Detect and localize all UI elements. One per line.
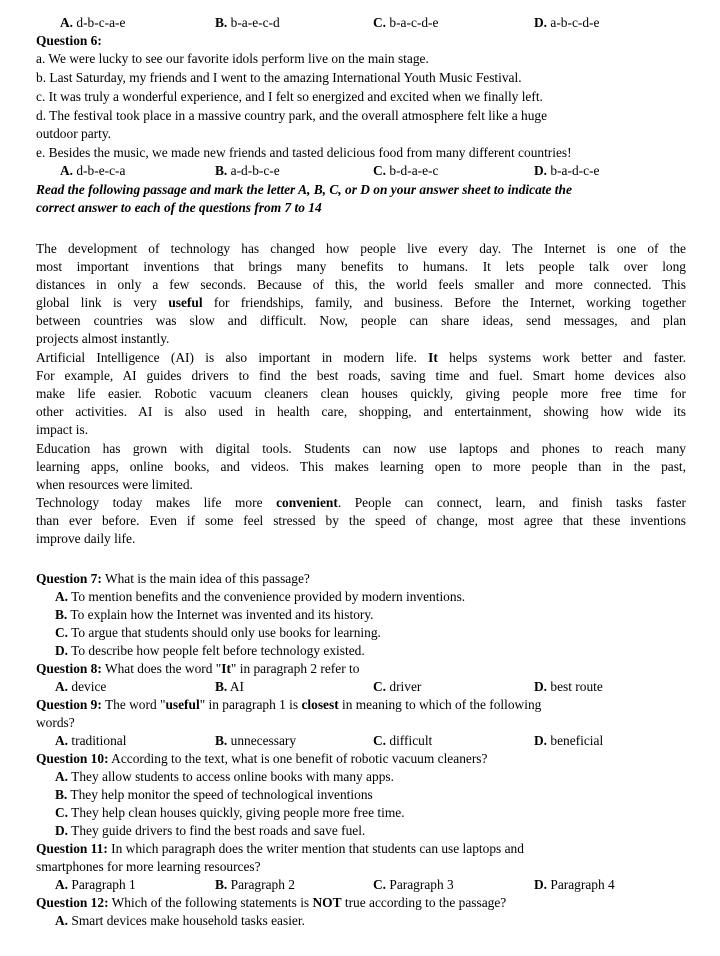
q7-stem: Question 7: What is the main idea of this passage? [36,571,310,586]
q10-option-c: C. They help clean houses quickly, giving people more free time. [55,805,405,820]
passage-p2-line: Artificial Intelligence (AI) is also important in modern life. It helps systems work better and faster. [36,350,686,365]
q5-option-c: C. b-a-c-d-e [373,15,439,30]
q7-option-a: A. To mention benefits and the convenience provided by modern inventions. [55,589,466,604]
instruction-line-2: correct answer to each of the questions from 7 to 14 [36,200,322,215]
q8-option-b: B. AI [215,679,245,694]
passage-p2-line: other activities. AI is also used in health care, shopping, and entertainment, showing how wide its [36,404,686,419]
q6-sentence-b: b. Last Saturday, my friends and I went to the amazing International Youth Music Festival. [36,70,522,85]
q8-stem: Question 8: What does the word "It" in paragraph 2 refer to [36,661,360,676]
q11-stem: Question 11: In which paragraph does the writer mention that students can use laptops and [36,841,524,856]
q11-option-a: A. Paragraph 1 [55,877,136,892]
q6-sentence-c: c. It was truly a wonderful experience, and I felt so energized and excited when we finally left. [36,89,543,104]
word-convenient: convenient [276,495,338,510]
passage-p4-line: improve daily life. [36,531,136,546]
q11-option-b: B. Paragraph 2 [215,877,295,892]
q6-label: Question 6: [36,33,102,48]
passage-p1-line: global link is very useful for friendships, family, and business. Before the Internet, working together [36,295,686,310]
q9-option-a: A. traditional [55,733,127,748]
q6-sentence-d: d. The festival took place in a massive country park, and the overall atmosphere felt like a huge [36,108,548,123]
passage-p4-line: Technology today makes life more convenient. People can connect, learn, and finish tasks faster [36,495,686,510]
q8-option-a: A. device [55,679,107,694]
q12-stem: Question 12: Which of the following statements is NOT true according to the passage? [36,895,507,910]
q6-sentence-a: a. We were lucky to see our favorite idols perform live on the main stage. [36,51,429,66]
q6-sentence-d-cont: outdoor party. [36,126,111,141]
q5-option-a: A. d-b-c-a-e [60,15,126,30]
q9-option-c: C. difficult [373,733,433,748]
q7-option-b: B. To explain how the Internet was invented and its history. [55,607,374,622]
q9-stem: Question 9: The word "useful" in paragraph 1 is closest in meaning to which of the following [36,697,542,712]
q7-option-c: C. To argue that students should only use books for learning. [55,625,381,640]
q9-stem-cont: words? [36,715,75,730]
passage-p3-line: when resources were limited. [36,477,193,492]
q11-option-c: C. Paragraph 3 [373,877,454,892]
q8-option-c: C. driver [373,679,422,694]
instruction-line-1: Read the following passage and mark the letter A, B, C, or D on your answer sheet to indicate the [36,182,572,197]
passage-p2-line: For example, AI guides drivers to find the best roads, saving time and fuel. Smart home devices also [36,368,686,383]
q9-option-b: B. unnecessary [215,733,297,748]
passage-p2-line: make life easier. Robotic vacuum cleaners clean houses quickly, giving people more free time for [36,386,686,401]
passage-p1-line: between countries was slow and difficult. Now, people can share ideas, send messages, and plan [36,313,686,328]
passage-p4-line: than ever before. Even if some feel stressed by the speed of change, most agree that these inventions [36,513,686,528]
q10-option-a: A. They allow students to access online books with many apps. [55,769,394,784]
q9-options [0,733,720,749]
passage-p1-line: most important inventions that brings many benefits to humans. It lets people talk over long [36,259,686,274]
passage-p1-line: projects almost instantly. [36,331,170,346]
q11-option-d: D. Paragraph 4 [534,877,615,892]
q6-option-c: C. b-d-a-e-c [373,163,439,178]
q5-option-b: B. b-a-e-c-d [215,15,280,30]
q6-sentence-e: e. Besides the music, we made new friends and tasted delicious food from many different countries! [36,145,572,160]
q8-option-d: D. best route [534,679,603,694]
q9-option-d: D. beneficial [534,733,604,748]
q6-option-d: D. b-a-d-c-e [534,163,600,178]
q8-options [0,679,720,695]
q11-options [0,877,720,893]
word-it: It [428,350,438,365]
passage-p1-line: The development of technology has changed how people live every day. The Internet is one of the [36,241,686,256]
word-useful: useful [168,295,203,310]
q6-option-b: B. a-d-b-c-e [215,163,280,178]
passage-p3-line: learning apps, online books, and videos. This makes learning open to more people than in the past, [36,459,686,474]
q12-option-a: A. Smart devices make household tasks easier. [55,913,305,928]
passage-p1-line: distances in only a few seconds. Because of this, the world feels smaller and more connected. This [36,277,686,292]
q11-stem-cont: smartphones for more learning resources? [36,859,261,874]
passage-p2-line: impact is. [36,422,89,437]
q10-option-d: D. They guide drivers to find the best roads and save fuel. [55,823,366,838]
q6-options [0,163,720,179]
q10-option-b: B. They help monitor the speed of technological inventions [55,787,373,802]
q5-options [0,15,720,31]
q7-option-d: D. To describe how people felt before technology existed. [55,643,365,658]
passage-p3-line: Education has grown with digital tools. Students can now use laptops and phones to reach many [36,441,686,456]
q6-option-a: A. d-b-e-c-a [60,163,126,178]
q5-option-d: D. a-b-c-d-e [534,15,600,30]
q10-stem: Question 10: According to the text, what is one benefit of robotic vacuum cleaners? [36,751,488,766]
